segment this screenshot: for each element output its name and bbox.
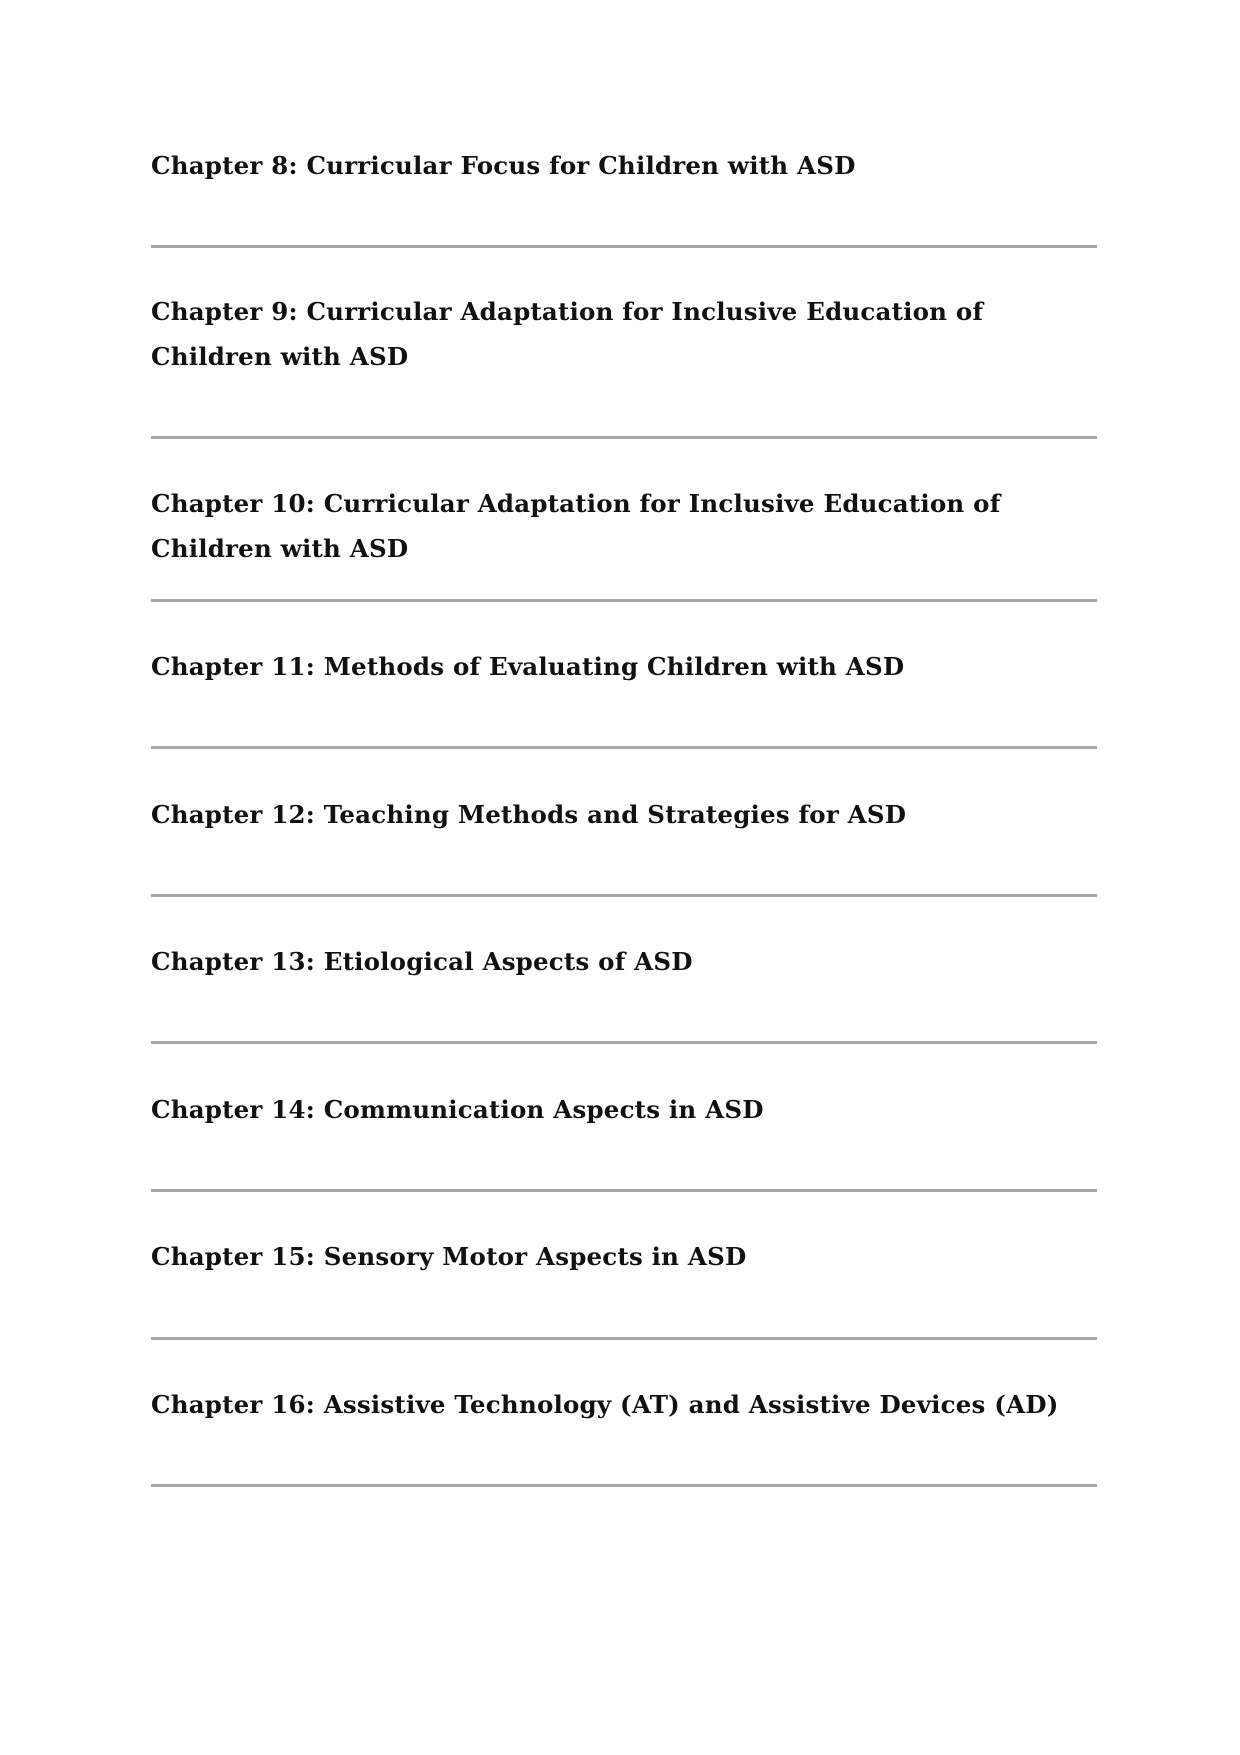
chapter-13-title: Chapter 13: Etiological Aspects of ASD: [151, 947, 693, 976]
chapter-14-title: Chapter 14: Communication Aspects in ASD: [151, 1095, 764, 1124]
chapter-16-title: Chapter 16: Assistive Technology (AT) and Assistive Devices (AD): [151, 1390, 1059, 1419]
chapter-12-title: Chapter 12: Teaching Methods and Strategies for ASD: [151, 800, 907, 829]
divider-line: [151, 245, 1097, 248]
divider-line: [151, 1189, 1097, 1192]
chapter-8-title: Chapter 8: Curricular Focus for Children with ASD: [151, 151, 856, 180]
chapter-10-title: Chapter 10: Curricular Adaptation for Inclusive Education of Children with ASD: [151, 489, 1001, 563]
chapter-11-title: Chapter 11: Methods of Evaluating Children with ASD: [151, 652, 905, 681]
divider-line: [151, 1484, 1097, 1487]
chapter-9-title: Chapter 9: Curricular Adaptation for Inclusive Education of Children with ASD: [151, 297, 984, 371]
chapter-15-title: Chapter 15: Sensory Motor Aspects in ASD: [151, 1242, 747, 1271]
divider-line: [151, 746, 1097, 749]
divider-line: [151, 599, 1097, 602]
divider-line: [151, 436, 1097, 439]
divider-line: [151, 1041, 1097, 1044]
divider-line: [151, 894, 1097, 897]
divider-line: [151, 1337, 1097, 1340]
